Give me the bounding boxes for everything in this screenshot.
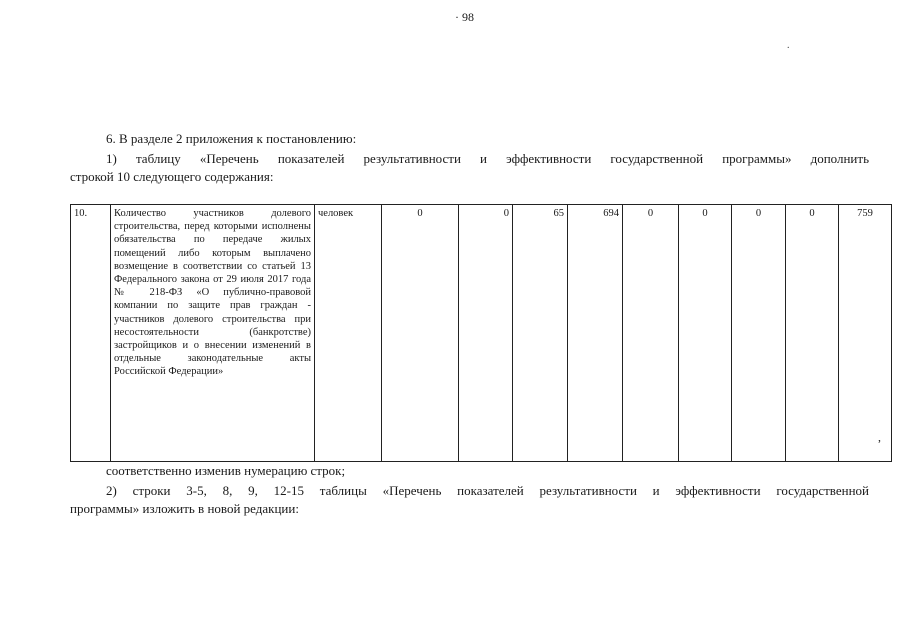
value-cell: 65 — [513, 205, 568, 462]
indicator-unit: человек — [315, 205, 382, 462]
value-cell: 694 — [568, 205, 623, 462]
paragraph-item-1-line-1: 1) таблицу «Перечень показателей результативности и эффективности государственной программы» дополнить — [106, 151, 869, 166]
indicators-table — [70, 204, 892, 462]
paragraph-item-2-line-1: 2) строки 3-5, 8, 9, 12-15 таблицы «Перечень показателей результативности и эффективности государственной — [106, 483, 869, 498]
table-row — [71, 205, 892, 462]
value-cell: 759 — [839, 205, 892, 462]
paragraph-renumber-note: соответственно изменив нумерацию строк; — [106, 463, 346, 478]
value-cell: 0 — [679, 205, 732, 462]
paragraph-item-1-line-2: строкой 10 следующего содержания: — [70, 169, 274, 184]
value-cell: 0 — [786, 205, 839, 462]
page-number: · 98 — [455, 10, 474, 24]
value-cell: 0 — [732, 205, 786, 462]
trailing-comma: , — [878, 430, 881, 444]
indicator-description: Количество участников долевого строительства, перед которыми исполнены обязательства по передаче жилых помещений либо которым выплачено возмещение в соответствии со статьей 13 Федерального закона от 29 июля 2017 года № 218-ФЗ «О публично-правовой компании по защите прав граждан - участников долевого строительства при несостоятельности (банкротстве) застройщиков и о внесении изменений в отдельные законодательные акты Российской Федерации» — [111, 205, 315, 462]
value-cell: 0 — [382, 205, 459, 462]
value-cell: 0 — [623, 205, 679, 462]
paragraph-section-6: 6. В разделе 2 приложения к постановлению: — [106, 131, 357, 146]
paragraph-item-2-line-2: программы» изложить в новой редакции: — [70, 501, 299, 516]
value-cell: 0 — [459, 205, 513, 462]
row-number: 10. — [71, 205, 111, 462]
scan-speck: . — [787, 40, 790, 51]
